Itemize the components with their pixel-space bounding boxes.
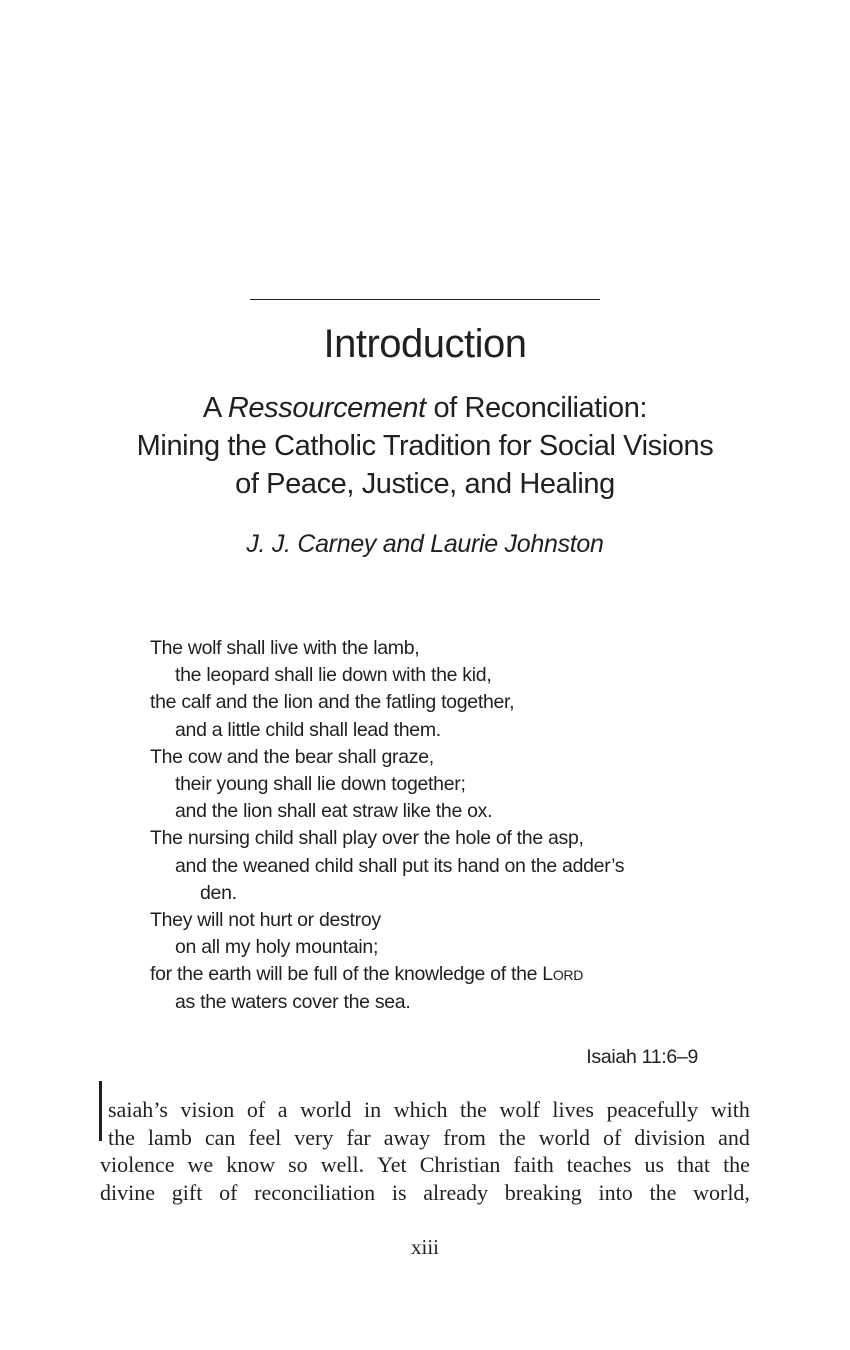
- verse-line: The nursing child shall play over the hole of the asp,: [150, 827, 584, 850]
- body-line: [100, 1124, 750, 1152]
- verse-line: den.: [200, 881, 237, 904]
- body-word: well.: [320, 1152, 365, 1177]
- body-word: Yet: [377, 1152, 407, 1177]
- body-word: is: [391, 1179, 407, 1205]
- body-word: division: [634, 1124, 706, 1150]
- body-word: lives: [552, 1097, 594, 1122]
- chapter-title: Introduction: [323, 322, 527, 366]
- body-word: world: [300, 1097, 352, 1122]
- body-line: [100, 1096, 750, 1124]
- body-word: far: [346, 1124, 371, 1150]
- body-line: [100, 1151, 750, 1179]
- body-word: reconciliation: [254, 1179, 376, 1205]
- body-word: saiah’s: [108, 1097, 168, 1122]
- body-word: we: [187, 1152, 214, 1177]
- verse-line: and a little child shall lead them.: [175, 718, 441, 741]
- subtitle-line-1: [0, 389, 850, 427]
- body-word: breaking: [504, 1179, 582, 1205]
- body-line-text: [108, 1124, 750, 1152]
- body-line: [100, 1179, 750, 1207]
- subtitle-italic-term: Ressourcement: [227, 392, 426, 424]
- verse-line: The cow and the bear shall graze,: [150, 745, 434, 768]
- body-word: know: [226, 1152, 276, 1177]
- body-word: can: [204, 1124, 236, 1150]
- chapter-subtitle: [0, 389, 850, 503]
- epigraph-verse: [150, 635, 730, 1016]
- body-paragraph: [100, 1096, 750, 1206]
- body-word: a: [277, 1097, 288, 1122]
- subtitle-line-2: Mining the Catholic Tradition for Social Visions: [136, 430, 714, 462]
- body-word: us: [644, 1152, 665, 1177]
- body-word: lamb: [147, 1124, 192, 1150]
- subtitle-prefix: A: [202, 392, 228, 424]
- body-line-text: [108, 1096, 750, 1124]
- body-word: from: [443, 1124, 486, 1150]
- title-rule: [250, 299, 600, 300]
- body-word: the: [460, 1097, 487, 1122]
- body-word: teaches: [566, 1152, 632, 1177]
- page-number: xiii: [410, 1235, 439, 1259]
- body-word: so: [288, 1152, 308, 1177]
- body-word: gift: [171, 1179, 203, 1205]
- verse-line: [150, 961, 730, 988]
- verse-line: and the lion shall eat straw like the ox.: [175, 800, 493, 823]
- body-word: of: [603, 1124, 622, 1150]
- body-word: the: [649, 1179, 677, 1205]
- body-word: which: [393, 1097, 448, 1122]
- body-word: peacefully: [606, 1097, 699, 1122]
- body-word: wolf: [499, 1097, 540, 1122]
- verse-line: the leopard shall lie down with the kid,: [175, 664, 492, 687]
- body-word: the: [498, 1124, 526, 1150]
- body-line-text: [100, 1151, 750, 1179]
- body-word: already: [423, 1179, 489, 1205]
- chapter-authors: J. J. Carney and Laurie Johnston: [246, 530, 604, 558]
- verse-line: on all my holy mountain;: [175, 936, 379, 959]
- body-word: divine: [100, 1179, 155, 1205]
- divine-name-smallcaps: Lord: [542, 963, 584, 986]
- verse-line: They will not hurt or destroy: [150, 909, 381, 932]
- epigraph-citation: Isaiah 11:6–9: [586, 1046, 698, 1068]
- verse-line: and the weaned child shall put its hand on the adder’s: [175, 854, 625, 877]
- verse-line: the calf and the lion and the fatling together,: [150, 691, 515, 714]
- body-word: into: [598, 1179, 633, 1205]
- body-word: away: [383, 1124, 431, 1150]
- body-word: faith: [513, 1152, 554, 1177]
- subtitle-line-3: of Peace, Justice, and Healing: [235, 468, 615, 500]
- body-word: the: [723, 1152, 750, 1177]
- verse-line: The wolf shall live with the lamb,: [150, 637, 420, 659]
- verse-line: their young shall lie down together;: [175, 773, 466, 796]
- body-word: world: [538, 1124, 591, 1150]
- body-line-text: [100, 1179, 750, 1207]
- body-word: and: [718, 1124, 750, 1150]
- body-word: of: [219, 1179, 238, 1205]
- verse-line: as the waters cover the sea.: [175, 990, 411, 1013]
- body-word: of: [246, 1097, 266, 1122]
- body-word: world,: [693, 1179, 750, 1205]
- body-word: vision: [180, 1097, 235, 1122]
- body-word: Christian: [419, 1152, 501, 1177]
- body-word: with: [710, 1097, 750, 1122]
- body-word: in: [364, 1097, 382, 1122]
- body-word: feel: [248, 1124, 282, 1150]
- body-word: the: [108, 1124, 135, 1150]
- body-word: violence: [100, 1152, 175, 1177]
- body-word: very: [294, 1124, 334, 1150]
- body-word: that: [677, 1152, 711, 1177]
- verse-line-text: for the earth will be full of the knowledge of the: [150, 963, 543, 986]
- subtitle-suffix: of Reconciliation:: [425, 392, 648, 424]
